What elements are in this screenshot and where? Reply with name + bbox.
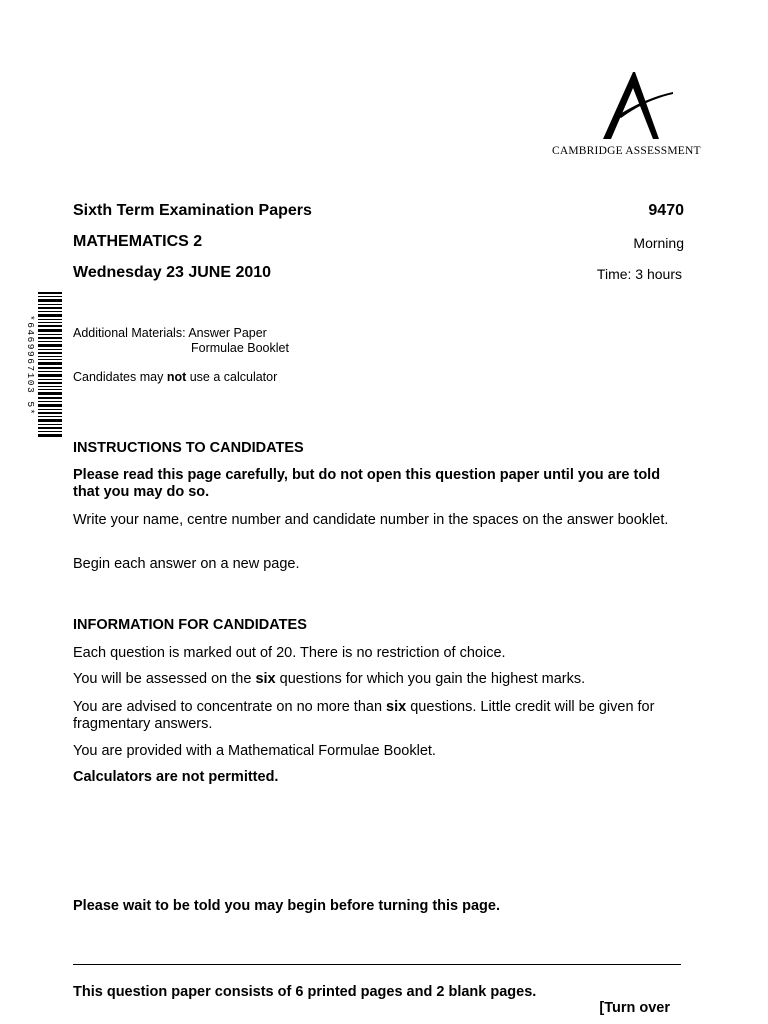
instructions-read-carefully: Please read this page carefully, but do not open this question paper until you are told that you may do so. <box>73 467 661 500</box>
turn-over-label: [Turn over <box>599 1000 670 1016</box>
instructions-heading: INSTRUCTIONS TO CANDIDATES <box>73 440 304 456</box>
logo-wordmark: CAMBRIDGE ASSESSMENT <box>552 145 701 157</box>
calculator-notice <box>73 370 277 384</box>
advice-pre: You are advised to concentrate on no more than <box>73 699 387 715</box>
barcode-icon <box>38 292 62 438</box>
instructions-write-name: Write your name, centre number and candidate number in the spaces on the answer booklet. <box>73 512 669 528</box>
cambridge-a-logo-icon <box>595 70 675 142</box>
additional-materials-label: Additional Materials: Answer Paper <box>73 326 267 340</box>
calculator-notice-post: use a calculator <box>186 370 278 384</box>
information-assessment <box>73 671 683 688</box>
information-formulae-booklet: You are provided with a Mathematical Formulae Booklet. <box>73 743 436 759</box>
information-advice <box>73 699 683 733</box>
wait-notice: Please wait to be told you may begin before turning this page. <box>73 898 501 914</box>
candidate-barcode <box>24 292 64 438</box>
advice-post: questions. Little credit will be given for fragmentary answers. <box>73 699 655 732</box>
assessment-post: questions for which you gain the highest marks. <box>275 671 586 687</box>
calculator-notice-pre: Candidates may <box>73 370 167 384</box>
barcode-digits: *6469967103 5* <box>25 314 36 416</box>
session-label: Morning <box>633 235 684 251</box>
advice-emphasis: six <box>386 699 407 715</box>
footer-divider <box>73 964 681 965</box>
information-no-calculators: Calculators are not permitted. <box>73 769 279 785</box>
cambridge-assessment-logo <box>552 70 712 162</box>
time-allowed: Time: 3 hours <box>596 266 682 282</box>
paper-code: 9470 <box>648 202 684 219</box>
exam-date: Wednesday 23 JUNE 2010 <box>73 264 272 281</box>
assessment-pre: You will be assessed on the <box>73 671 256 687</box>
subject-title: MATHEMATICS 2 <box>73 233 203 250</box>
exam-series-title: Sixth Term Examination Papers <box>73 202 312 219</box>
assessment-emphasis: six <box>255 671 276 687</box>
page-count-notice: This question paper consists of 6 printed pages and 2 blank pages. <box>73 984 537 1000</box>
information-marks: Each question is marked out of 20. There is no restriction of choice. <box>73 645 506 661</box>
additional-materials-item: Formulae Booklet <box>191 341 289 355</box>
information-heading: INFORMATION FOR CANDIDATES <box>73 617 307 633</box>
instructions-new-page: Begin each answer on a new page. <box>73 556 300 572</box>
calculator-notice-emphasis: not <box>166 370 187 384</box>
